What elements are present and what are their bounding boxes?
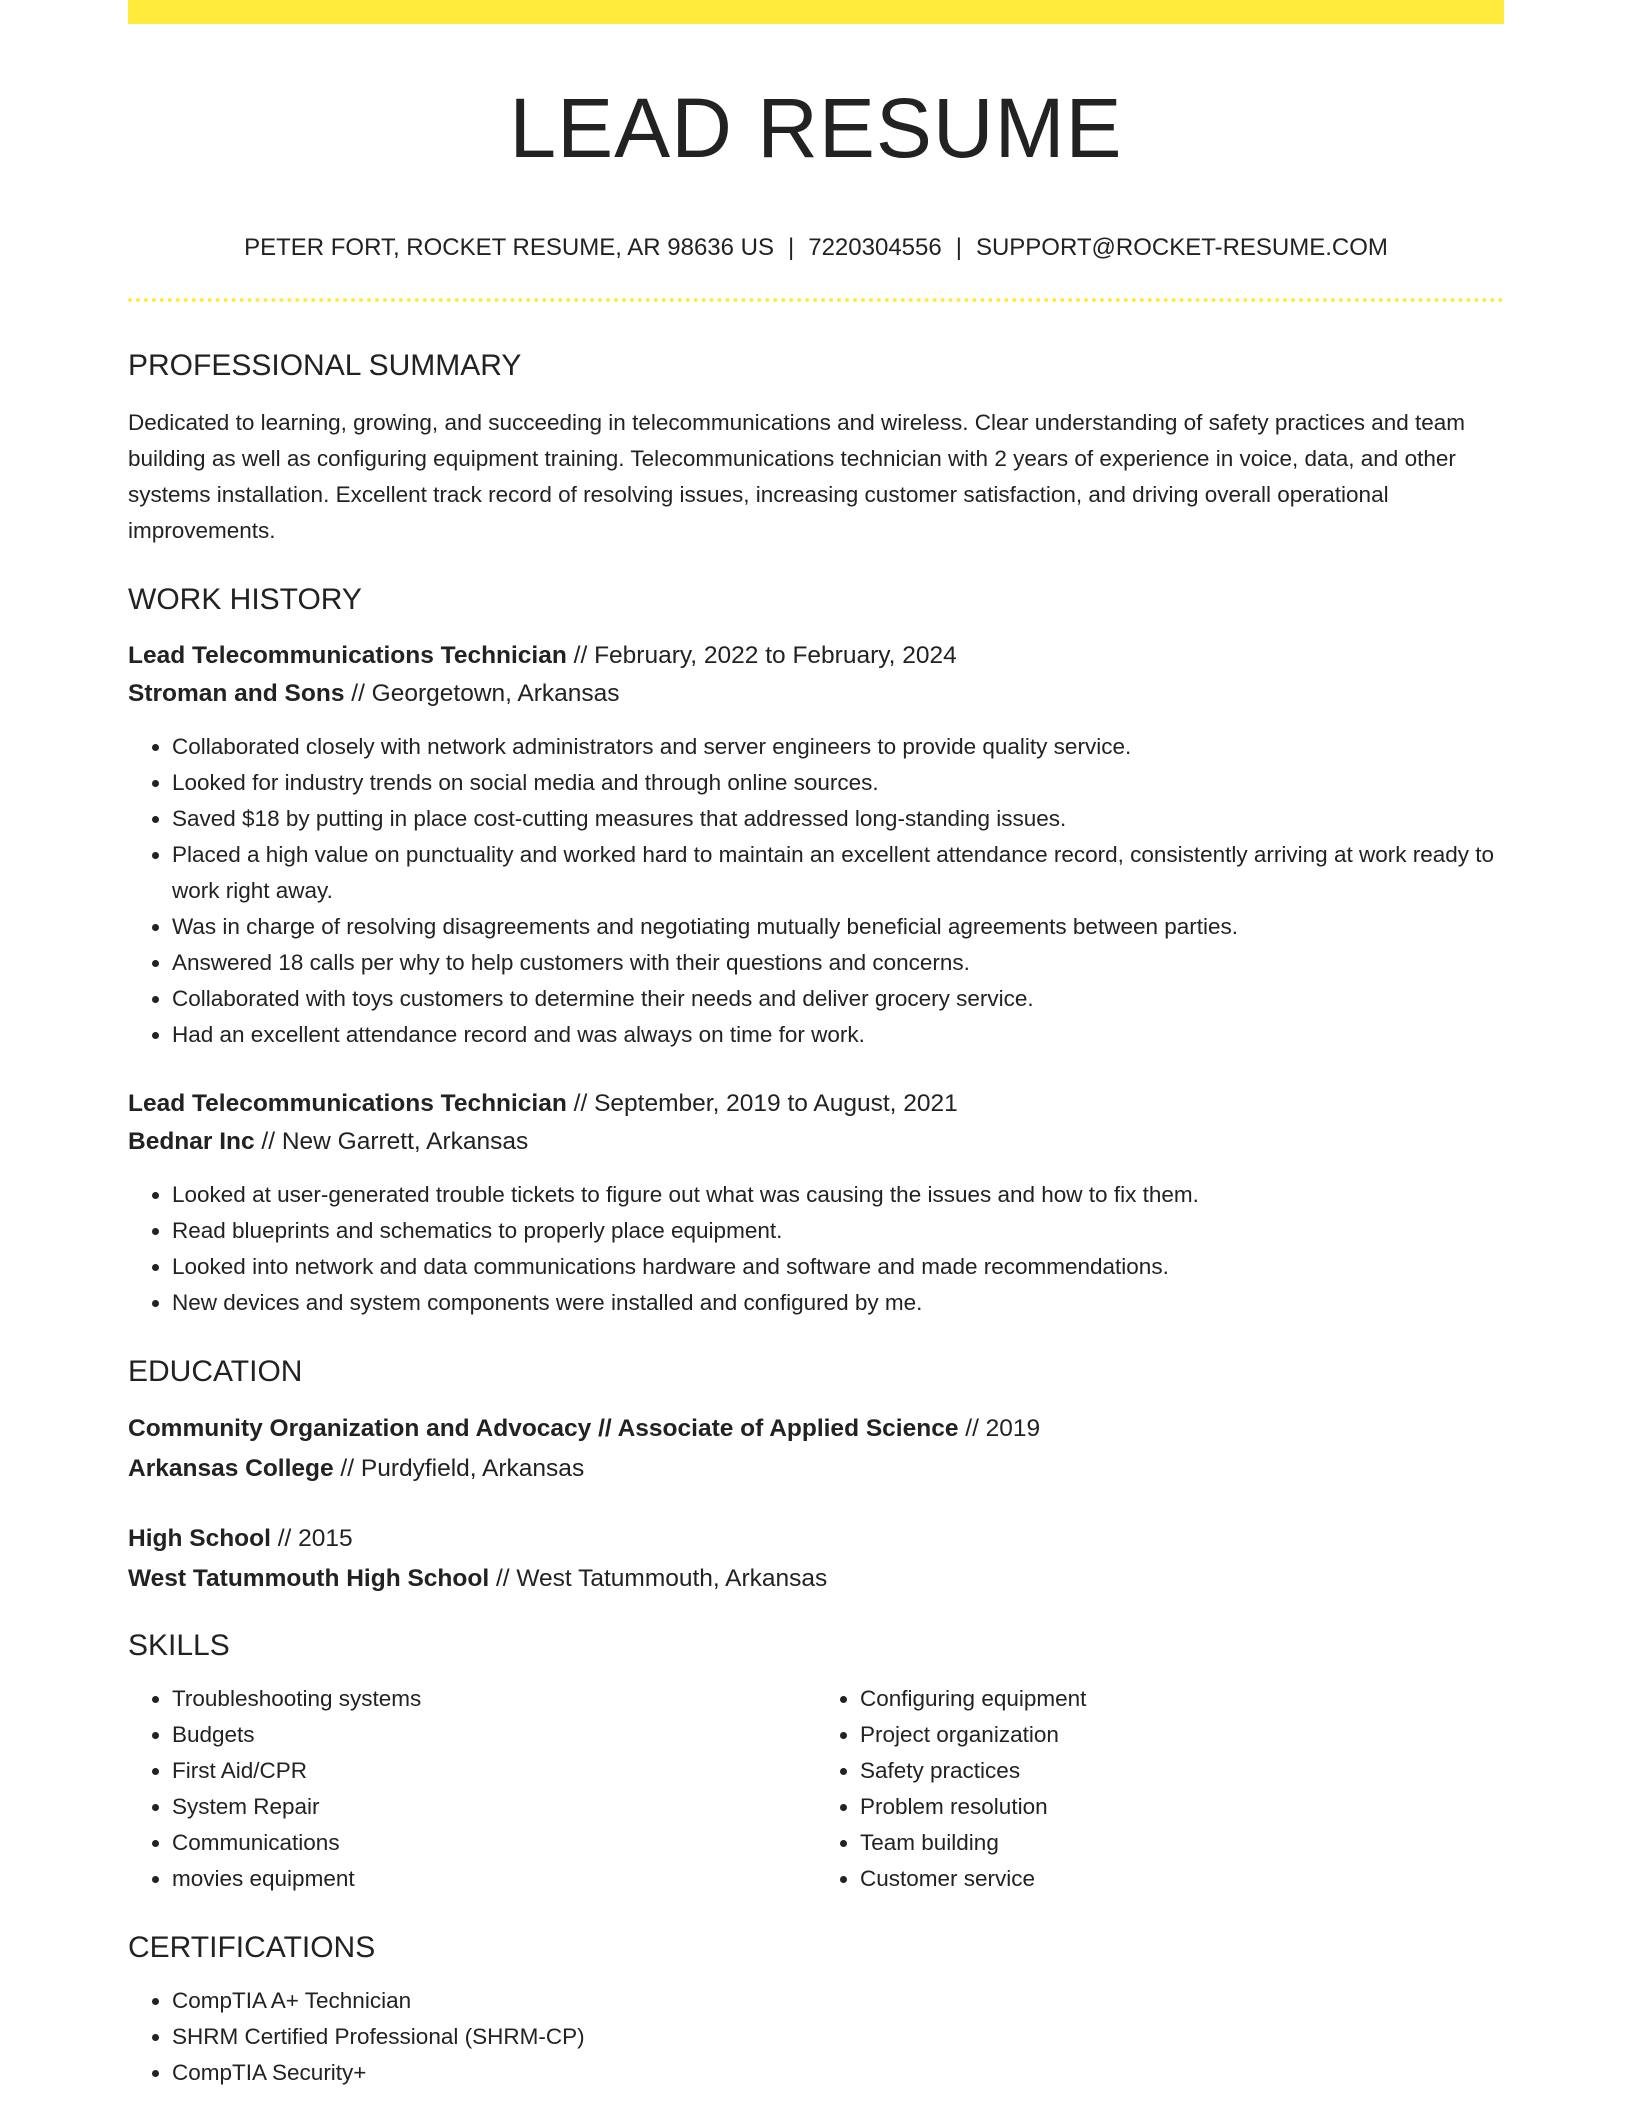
contact-email: SUPPORT@ROCKET-RESUME.COM (975, 234, 1388, 261)
list-item: • Safety practices (860, 1753, 1504, 1789)
education-school-line (128, 1449, 1504, 1489)
summary-heading: PROFESSIONAL SUMMARY (128, 349, 522, 382)
contact-line (128, 236, 1504, 260)
top-accent-bar (128, 0, 1504, 24)
job-title-line (128, 1085, 1504, 1123)
job-company-line (128, 675, 1504, 713)
list-item: • System Repair (172, 1789, 816, 1825)
list-item: • Budgets (172, 1717, 816, 1753)
job-title-line (128, 637, 1504, 675)
education-heading: EDUCATION (128, 1355, 303, 1388)
education-school: West Tatummouth High School (128, 1565, 490, 1592)
dotted-divider (128, 298, 1504, 302)
list-item: • Looked for industry trends on social media and through online sources. (172, 765, 1504, 801)
education-year: // 2015 (270, 1525, 353, 1552)
job-duties-list (128, 729, 1504, 1053)
contact-separator: | (955, 234, 962, 261)
list-item: • Was in charge of resolving disagreements and negotiating mutually beneficial agreements between parties. (172, 909, 1504, 945)
resume-page (128, 0, 1504, 2091)
education-degree: High School (128, 1525, 271, 1552)
list-item: • Looked at user-generated trouble tickets to figure out what was causing the issues and how to fix them. (172, 1177, 1504, 1213)
skills-list-left (128, 1681, 816, 1897)
job-company-line (128, 1123, 1504, 1161)
list-item: • Project organization (860, 1717, 1504, 1753)
list-item: • Team building (860, 1825, 1504, 1861)
skills-list-right (816, 1681, 1504, 1897)
list-item: • Problem resolution (860, 1789, 1504, 1825)
job-duties-list (128, 1177, 1504, 1321)
list-item: • Had an excellent attendance record and was always on time for work. (172, 1017, 1504, 1053)
list-item: • Saved $18 by putting in place cost-cutting measures that addressed long-standing issues. (172, 801, 1504, 837)
education-year: // 2019 (958, 1415, 1041, 1442)
job-dates: // February, 2022 to February, 2024 (566, 642, 957, 669)
list-item: • Collaborated with toys customers to determine their needs and deliver grocery service. (172, 981, 1504, 1017)
education-degree-line (128, 1409, 1504, 1449)
job-location: // Georgetown, Arkansas (344, 680, 620, 707)
list-item: • Read blueprints and schematics to properly place equipment. (172, 1213, 1504, 1249)
contact-separator: | (788, 234, 795, 261)
list-item: • First Aid/CPR (172, 1753, 816, 1789)
list-item: • SHRM Certified Professional (SHRM-CP) (172, 2019, 1504, 2055)
certifications-heading: CERTIFICATIONS (128, 1931, 376, 1964)
work-history-heading: WORK HISTORY (128, 583, 362, 616)
list-item: • Placed a high value on punctuality and worked hard to maintain an excellent attendance record, consistently arriving at work ready to work right away. (172, 837, 1504, 909)
education-entry (128, 1519, 1504, 1599)
list-item: • CompTIA A+ Technician (172, 1983, 1504, 2019)
job-entry (128, 1085, 1504, 1321)
job-role: Lead Telecommunications Technician (128, 642, 567, 669)
job-location: // New Garrett, Arkansas (254, 1128, 529, 1155)
list-item: • Answered 18 calls per why to help customers with their questions and concerns. (172, 945, 1504, 981)
list-item: • Configuring equipment (860, 1681, 1504, 1717)
list-item: • Customer service (860, 1861, 1504, 1897)
certifications-list (128, 1983, 1504, 2091)
job-company: Bednar Inc (128, 1128, 255, 1155)
job-dates: // September, 2019 to August, 2021 (566, 1090, 958, 1117)
list-item: • Looked into network and data communications hardware and software and made recommendations. (172, 1249, 1504, 1285)
list-item: • Communications (172, 1825, 816, 1861)
skills-heading: SKILLS (128, 1629, 230, 1662)
skills-grid (128, 1681, 1504, 1897)
education-location: // West Tatummouth, Arkansas (489, 1565, 828, 1592)
list-item: • New devices and system components were installed and configured by me. (172, 1285, 1504, 1321)
contact-address: PETER FORT, ROCKET RESUME, AR 98636 US (244, 234, 774, 261)
list-item: • CompTIA Security+ (172, 2055, 1504, 2091)
contact-phone: 7220304556 (808, 234, 942, 261)
education-degree: Community Organization and Advocacy // Associate of Applied Science (128, 1415, 959, 1442)
job-role: Lead Telecommunications Technician (128, 1090, 567, 1117)
list-item: • movies equipment (172, 1861, 816, 1897)
job-entry (128, 637, 1504, 1053)
education-degree-line (128, 1519, 1504, 1559)
job-company: Stroman and Sons (128, 680, 345, 707)
list-item: • Collaborated closely with network administrators and server engineers to provide quality service. (172, 729, 1504, 765)
list-item: • Troubleshooting systems (172, 1681, 816, 1717)
education-location: // Purdyfield, Arkansas (333, 1455, 585, 1482)
education-school-line (128, 1559, 1504, 1599)
education-entry (128, 1409, 1504, 1489)
summary-text: Dedicated to learning, growing, and succeeding in telecommunications and wireless. Clear understanding of safety practices and team building as well as configuring equipment training. Telecommunications technician with 2 years of experience in voice, data, and other systems installation. Excellent track record of resolving issues, increasing customer satisfaction, and driving overall operational improvements. (128, 410, 1466, 543)
education-school: Arkansas College (128, 1455, 334, 1482)
resume-name: LEAD RESUME (509, 81, 1123, 175)
